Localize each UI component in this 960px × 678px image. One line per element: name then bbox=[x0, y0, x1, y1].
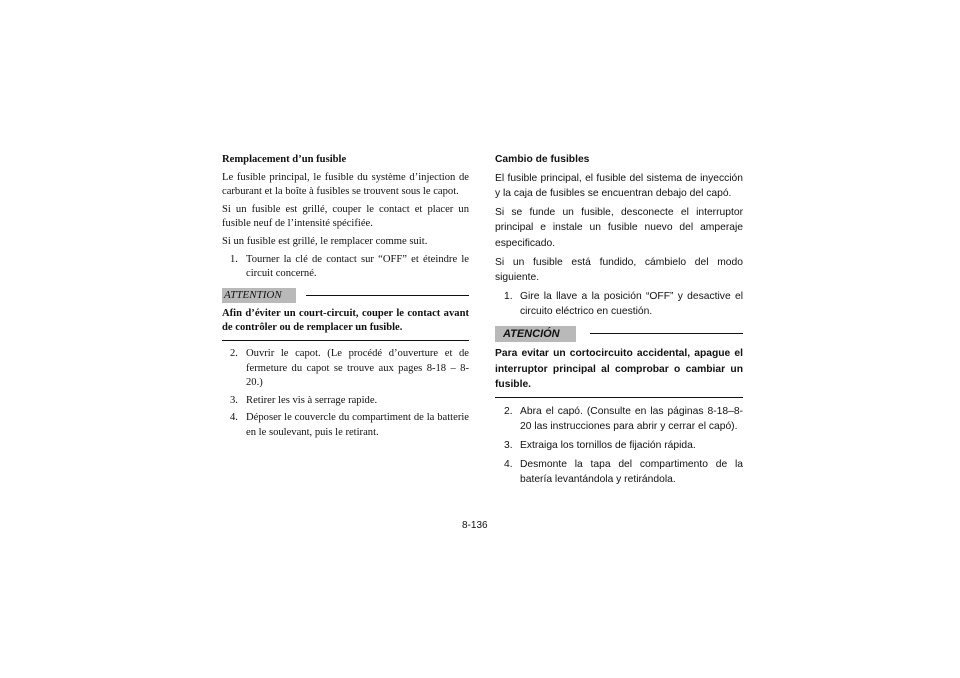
warning-rule bbox=[306, 295, 469, 296]
warning-label: ATENCIÓN bbox=[495, 326, 576, 342]
step-text: Extraiga los tornillos de fijación rápida. bbox=[520, 439, 696, 451]
step-item bbox=[495, 438, 743, 454]
warning-header bbox=[222, 288, 469, 303]
step-item bbox=[495, 457, 743, 488]
step-item bbox=[222, 347, 469, 391]
warning-label: ATTENTION bbox=[222, 288, 296, 303]
step-number: 2. bbox=[230, 347, 238, 359]
step-item bbox=[222, 253, 469, 282]
warning-header bbox=[495, 326, 743, 342]
step-number: 1. bbox=[230, 253, 238, 265]
step-text: Abra el capó. (Consulte en las páginas 8-18–8-20 las instrucciones para abrir y cerrar el capó). bbox=[520, 405, 743, 433]
step-number: 3. bbox=[230, 394, 238, 406]
section-heading: Remplacement d’un fusible bbox=[222, 154, 347, 165]
step-item bbox=[222, 394, 469, 409]
paragraph: Si un fusible est grillé, le remplacer comme suit. bbox=[222, 235, 428, 247]
page-number: 8-136 bbox=[462, 520, 488, 531]
step-text: Gire la llave a la posición “OFF” y desactive el circuito eléctrico en cuestión. bbox=[520, 290, 743, 318]
paragraph: Si un fusible est grillé, couper le contact et placer un fusible neuf de l’intensité spécifiée. bbox=[222, 203, 469, 230]
warning-text: Para evitar un cortocircuito accidental, apague el interruptor principal al comprobar o cambiar un fusible. bbox=[495, 347, 743, 391]
step-item bbox=[495, 404, 743, 435]
step-item bbox=[222, 411, 469, 440]
step-text: Desmonte la tapa del compartimento de la batería levantándola y retirándola. bbox=[520, 458, 743, 486]
step-number: 4. bbox=[230, 412, 238, 424]
step-number: 4. bbox=[504, 458, 513, 470]
paragraph: Si se funde un fusible, desconecte el interruptor principal e instale un fusible nuevo del amperaje especificado. bbox=[495, 206, 743, 249]
paragraph: Si un fusible está fundido, cámbielo del modo siguiente. bbox=[495, 256, 743, 284]
step-text: Ouvrir le capot. (Le procédé d’ouverture et de fermeture du capot se trouve aux pages 8-18 – 8-20.) bbox=[246, 347, 469, 389]
french-column bbox=[222, 153, 469, 444]
step-number: 3. bbox=[504, 439, 513, 451]
section-heading: Cambio de fusibles bbox=[495, 154, 590, 165]
step-item bbox=[495, 289, 743, 320]
warning-text: Afin d’éviter un court-circuit, couper le contact avant de contrôler ou de remplacer un fusible. bbox=[222, 307, 469, 334]
spanish-column bbox=[495, 152, 743, 491]
warning-rule bbox=[590, 333, 743, 334]
step-number: 1. bbox=[504, 290, 513, 302]
step-text: Retirer les vis à serrage rapide. bbox=[246, 394, 378, 406]
paragraph: Le fusible principal, le fusible du système d’injection de carburant et la boîte à fusibles se trouvent sous le capot. bbox=[222, 171, 469, 198]
warning-end-rule bbox=[495, 397, 743, 398]
step-text: Tourner la clé de contact sur “OFF” et éteindre le circuit concerné. bbox=[246, 253, 469, 280]
warning-end-rule bbox=[222, 340, 469, 341]
step-text: Déposer le couvercle du compartiment de la batterie en le soulevant, puis le retirant. bbox=[246, 412, 469, 438]
paragraph: El fusible principal, el fusible del sistema de inyección y la caja de fusibles se encuentran debajo del capó. bbox=[495, 172, 743, 200]
step-number: 2. bbox=[504, 405, 513, 417]
